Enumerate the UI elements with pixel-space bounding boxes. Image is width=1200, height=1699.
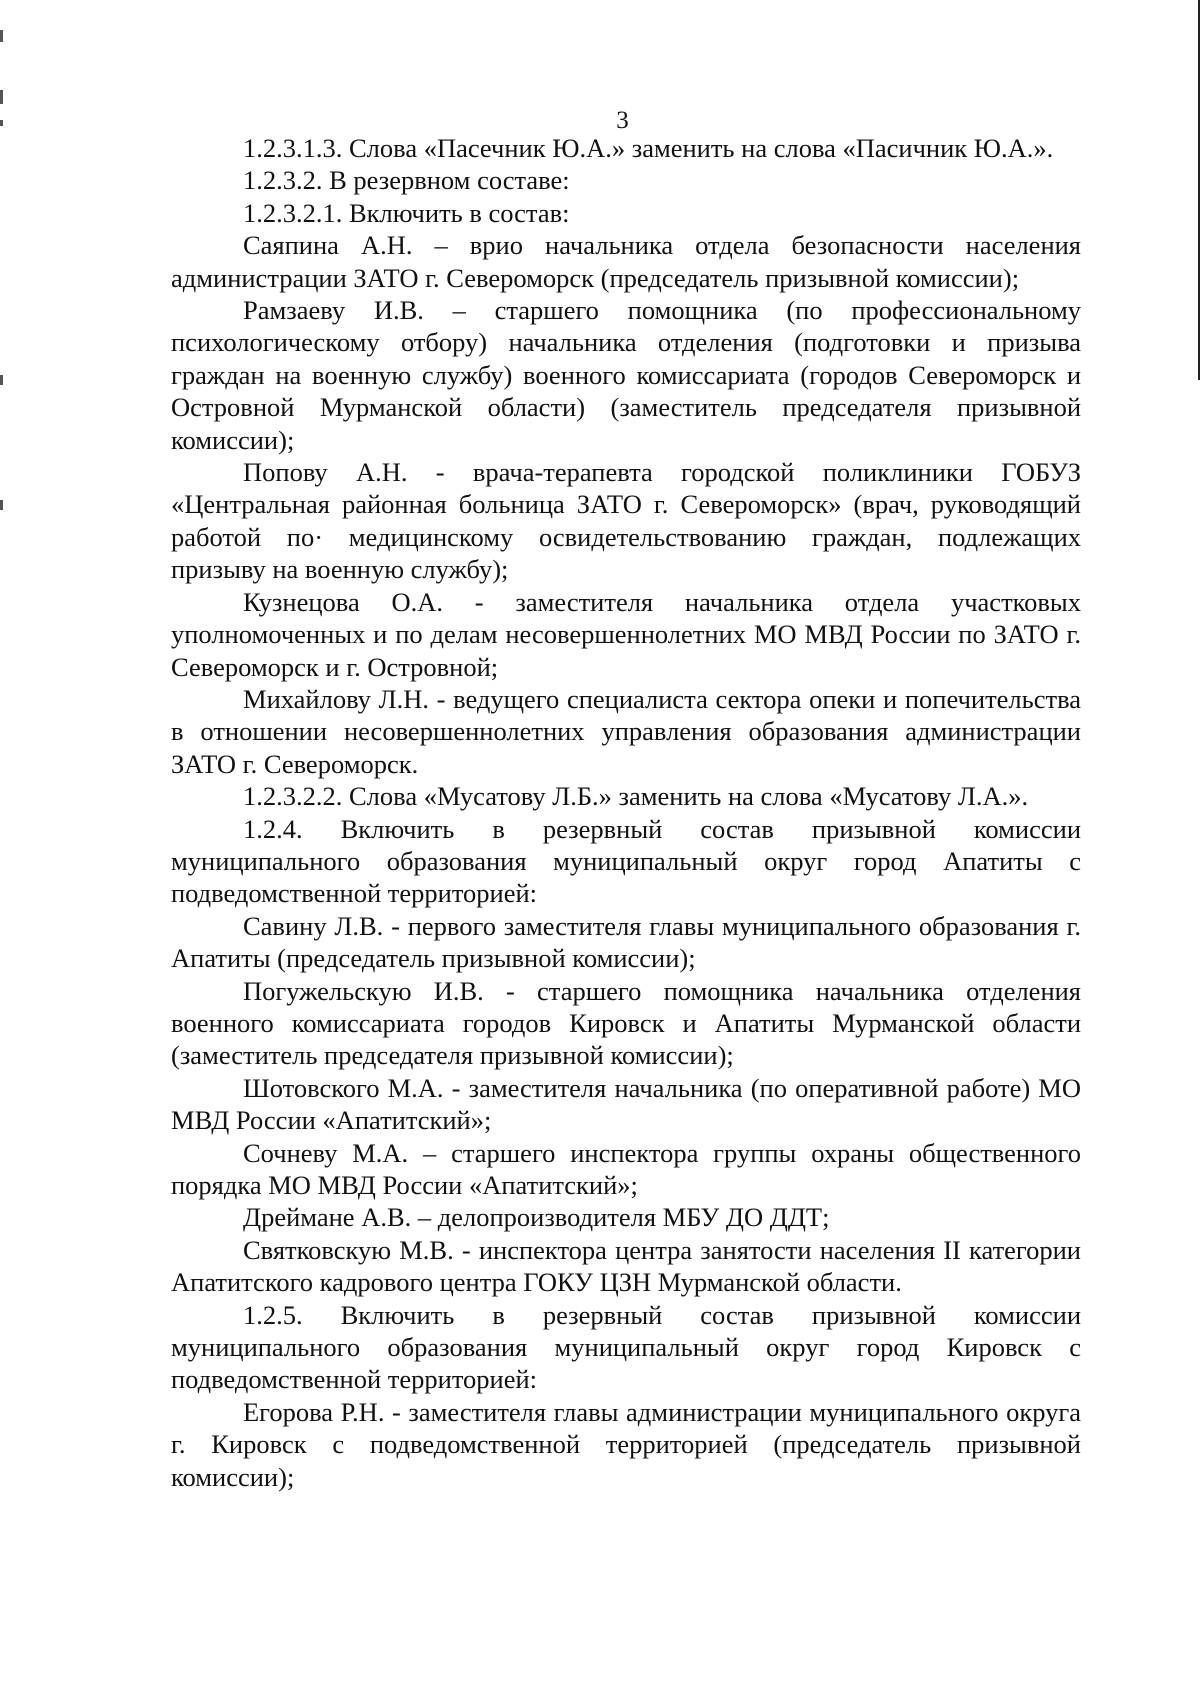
paragraph: 1.2.3.1.3. Слова «Пасечник Ю.А.» заменить на слова «Пасичник Ю.А.». bbox=[243, 133, 1054, 163]
page-number: 3 bbox=[616, 107, 629, 134]
paragraph: Погужельскую И.В. - старшего помощника начальника отделения военного комиссариата городов Кировск и Апатиты Мурманской области (заместитель председателя призывной комиссии); bbox=[171, 975, 1081, 1071]
paragraph: Попову А.Н. - врача-терапевта городской поликлиники ГОБУЗ «Центральная районная больница ЗАТО г. Североморск» (врач, руководящий работой по· медицинскому освидетельствованию граждан, подлежащих призыву на военную службу); bbox=[171, 457, 1081, 585]
paragraph: 1.2.3.2. В резервном составе: bbox=[243, 165, 570, 196]
paragraph: Святковскую М.В. - инспектора центра занятости населения II категории Апатитского кадрового центра ГОКУ ЦЗН Мурманской области. bbox=[171, 1234, 1081, 1298]
scan-edge-mark bbox=[0, 30, 3, 42]
paragraph: Михайлову Л.Н. - ведущего специалиста сектора опеки и попечительства в отношении несовершеннолетних управления образования администрации ЗАТО г. Североморск. bbox=[171, 683, 1081, 779]
paragraph: Шотовского М.А. - заместителя начальника (по оперативной работе) МО МВД России «Апатитский»; bbox=[171, 1072, 1081, 1136]
paragraph: 1.2.4. Включить в резервный состав призывной комиссии муниципального образования муниципальный округ город Апатиты с подведомственной территорией: bbox=[171, 813, 1081, 909]
paragraph: Сочневу М.А. – старшего инспектора группы охраны общественного порядка МО МВД России «Апатитский»; bbox=[171, 1137, 1081, 1200]
paragraph: 1.2.5. Включить в резервный состав призывной комиссии муниципального образования муниципальный округ город Кировск с подведомственной территорией: bbox=[171, 1299, 1081, 1395]
paragraph: 1.2.3.2.2. Слова «Мусатову Л.Б.» заменить на слова «Мусатову Л.А.». bbox=[243, 781, 1029, 812]
paragraph: Саяпина А.Н. – врио начальника отдела безопасности населения администрации ЗАТО г. Североморск (председатель призывной комиссии); bbox=[171, 230, 1081, 293]
paragraph: Кузнецова О.А. - заместителя начальника отдела участковых уполномоченных и по делам несовершеннолетних МО МВД России по ЗАТО г. Североморск и г. Островной; bbox=[171, 586, 1081, 682]
paragraph: Егорова Р.Н. - заместителя главы администрации муниципального округа г. Кировск с подведомственной территорией (председатель призывной комиссии); bbox=[171, 1396, 1081, 1492]
scan-edge-mark bbox=[0, 90, 3, 104]
paragraph: 1.2.3.2.1. Включить в состав: bbox=[243, 197, 570, 228]
document-body bbox=[171, 132, 1081, 1493]
paragraph: Дреймане А.В. – делопроизводителя МБУ ДО ДДТ; bbox=[243, 1202, 830, 1233]
scan-edge-mark bbox=[0, 500, 3, 510]
paragraph: Рамзаеву И.В. – старшего помощника (по профессиональному психологическому отбору) начальника отделения (подготовки и призыва граждан на военную службу) военного комиссариата (городов Североморск и Островной Мурманской области) (заместитель председателя призывной комиссии); bbox=[171, 295, 1081, 455]
paragraph: Савину Л.В. - первого заместителя главы муниципального образования г. Апатиты (председатель призывной комиссии); bbox=[171, 910, 1081, 974]
scan-edge-mark bbox=[0, 375, 3, 385]
